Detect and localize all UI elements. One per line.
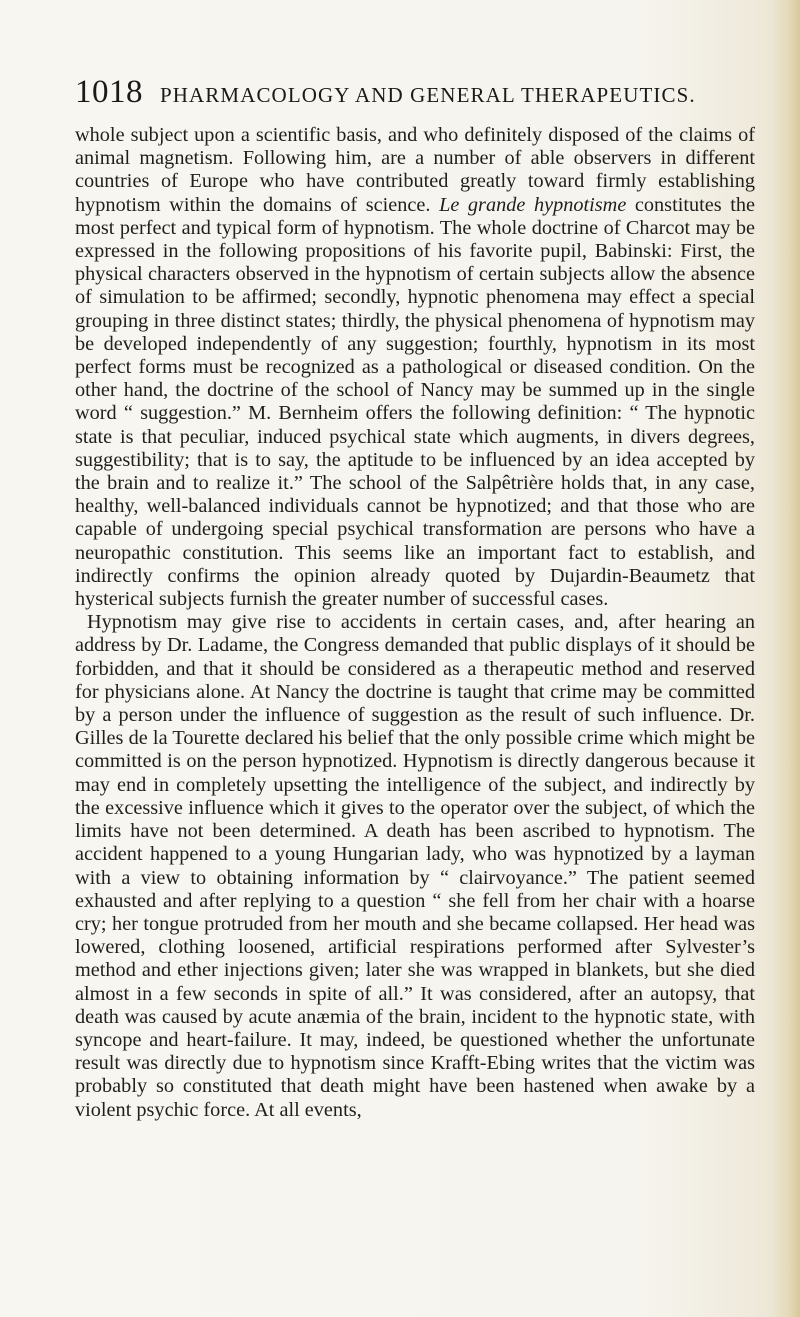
paragraph-1-text-b: constitutes the most perfect and typical form of hypnotism. The whole doctrine of Charcot may be expressed in the following propositions of his favorite pupil, Babinski: First, the physical characters observed in the hypnotism of certain subjects allow the absence of simulation to be affirmed; secondly, hypnotic phenomena may effect a special grouping in three distinct states; thirdly, the physical phenomena of hypnotism may be developed independently of any suggestion; fourthly, hypnotism in its most perfect forms must be recognized as a pathological or diseased condition. On the other hand, the doctrine of the school of Nancy may be summed up in the single word “ suggestion.” M. Bernheim offers the following definition: “ The hypnotic state is that peculiar, induced psychical state which augments, in divers degrees, suggestibility; that is to say, the aptitude to be influenced by an idea accepted by the brain and to realize it.” The school of the Salpêtrière holds that, in any case, healthy, well-balanced individuals cannot be hypnotized; and that those who are capable of undergoing special psychical transformation are persons who have a neuropathic constitution. This seems like an important fact to establish, and indirectly confirms the opinion already quoted by Dujardin-Beaumetz that hysterical subjects furnish the greater number of successful cases.: [75, 193, 755, 611]
body-text: [75, 124, 755, 1122]
running-head: [75, 74, 755, 110]
paragraph-1-text-a: whole subject upon a scientific basis, and who definitely disposed of the claims of animal magnetism. Following him, are a number of able observers in different countries of Europe who have contributed greatly toward firmly establishing hypnotism within the domains of science.: [75, 124, 755, 216]
page-number: 1018: [75, 74, 143, 110]
paragraph-1-italic-phrase: Le grande hypnotisme: [439, 193, 627, 216]
paragraph-2: Hypnotism may give rise to accidents in certain cases, and, after hearing an address by Dr. Ladame, the Congress demanded that public displays of it should be forbidden, and that it should be considered as a therapeutic method and reserved for physicians alone. At Nancy the doctrine is taught that crime may be committed by a person under the influence of suggestion as the result of such influence. Dr. Gilles de la Tourette declared his belief that the only possible crime which might be committed is on the person hypnotized. Hypnotism is directly dangerous because it may end in completely upsetting the intelligence of the subject, and indirectly by the excessive influence which it gives to the operator over the subject, of which the limits have not been determined. A death has been ascribed to hypnotism. The accident happened to a young Hungarian lady, who was hypnotized by a layman with a view to obtaining information by “ clairvoyance.” The patient seemed exhausted and after replying to a question “ she fell from her chair with a hoarse cry; her tongue protruded from her mouth and she became collapsed. Her head was lowered, clothing loosened, artificial respirations performed after Sylvester’s method and ether injections given; later she was wrapped in blankets, but she died almost in a few seconds in spite of all.” It was considered, after an autopsy, that death was caused by acute anæmia of the brain, incident to the hypnotic state, with syncope and heart-failure. It may, indeed, be questioned whether the unfortunate result was directly due to hypnotism since Krafft-Ebing writes that the victim was probably so constituted that death might have been hastened when awake by a violent psychic force. At all events,: [75, 611, 755, 1121]
running-title: PHARMACOLOGY AND GENERAL THERAPEUTICS.: [160, 83, 696, 107]
page-edge-discoloration: [772, 0, 800, 1317]
paragraph-1: [75, 124, 755, 611]
